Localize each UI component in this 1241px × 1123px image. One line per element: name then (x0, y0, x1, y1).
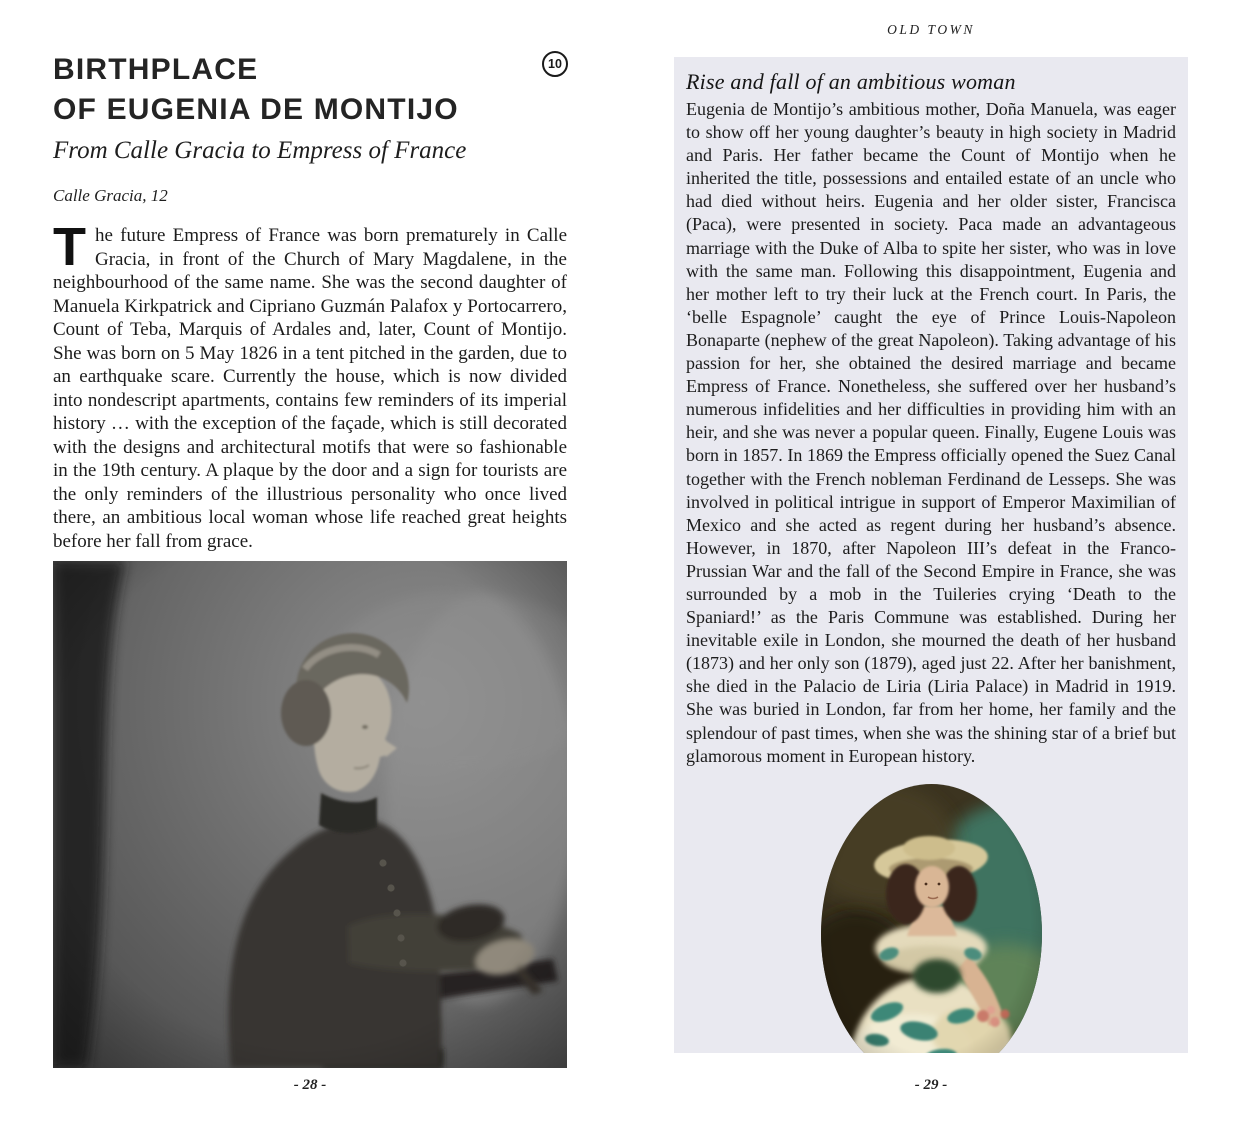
sidebar-body: Eugenia de Montijo’s ambitious mother, Doña Manuela, was eager to show off her young daughter’s beauty in high society in Madrid and Paris. Her father became the Count of Montijo when he inherited the title, possessions and entailed estate of an uncle who had died without heirs. Eugenia and her older sister, Francisca (Paca), were presented in society. Paca made an advantageous marriage with the Duke of Alba to spite her sister, who was in love with the same man. Following this disappointment, Eugenia and her mother left to try their luck at the French court. In Paris, the ‘belle Espagnole’ caught the eye of Prince Louis-Napoleon Bonaparte (nephew of the great Napoleon). Taking advantage of his passion for her, she obtained the desired marriage and became Empress of France. Nonetheless, she suffered over her husband’s numerous infidelities and her difficulties in providing him with an heir, and she was never a popular queen. Finally, Eugene Louis was born in 1857. In 1869 the Empress officially opened the Suez Canal together with the French nobleman Ferdinand de Lesseps. She was involved in political intrigue in support of Emperor Maximilian of Mexico and she acted as regent during her husband’s absence. However, in 1870, after Napoleon III’s defeat in the Franco-Prussian War and the fall of the Second Empire in France, she was surrounded by a mob in the Tuileries crying ‘Death to the Spaniard!’ as the Paris Commune was established. During her inevitable exile in London, she mourned the death of her husband (1873) and her only son (1879), aged just 22. After her banishment, she died in the Palacio de Liria (Liria Palace) in Madrid in 1919. She was buried in London, far from her home, her family and the splendour of past times, when she was the shining star of a brief but glamorous moment in European history. (686, 99, 1176, 766)
page-number-right: - 29 - (914, 1077, 948, 1093)
running-header: OLD TOWN (887, 22, 975, 37)
dropcap-letter: T (53, 217, 86, 277)
street-address: Calle Gracia, 12 (53, 186, 168, 205)
chapter-number: 10 (548, 57, 562, 71)
sidebar-box (674, 57, 1188, 1053)
sidebar-heading: Rise and fall of an ambitious woman (686, 69, 1016, 94)
page-title (53, 50, 553, 130)
page-number-left: - 28 - (293, 1077, 327, 1093)
article-body (53, 217, 567, 553)
page-title-line2: OF EUGENIA DE MONTIJO (53, 93, 459, 126)
page-title-line1: BIRTHPLACE (53, 53, 259, 86)
portrait-vignette (821, 784, 1042, 1053)
empress-oval-portrait (821, 784, 1042, 1053)
eugenia-photograph (53, 561, 567, 1068)
chapter-number-badge (542, 51, 568, 77)
page-subtitle: From Calle Gracia to Empress of France (53, 137, 467, 164)
photo-vignette (53, 561, 567, 1068)
article-text: he future Empress of France was born prematurely in Calle Gracia, in front of the Church of Mary Magdalene, in the neighbourhood of the same name. She was the second daughter of Manuela Kirkpatrick and Cipriano Guzmán Palafox y Portocarrero, Count of Teba, Marquis of Ardales and, later, Count of Montijo. She was born on 5 May 1826 in a tent pitched in the garden, due to an earthquake scare. Currently the house, which is now divided into nondescript apartments, contains few reminders of its imperial history … with the exception of the façade, which is still decorated with the designs and architectural motifs that were so fashionable in the 19th century. A plaque by the door and a sign for tourists are the only reminders of the illustrious personality who once lived there, an ambitious local woman whose life reached great heights before her fall from grace. (53, 225, 567, 552)
